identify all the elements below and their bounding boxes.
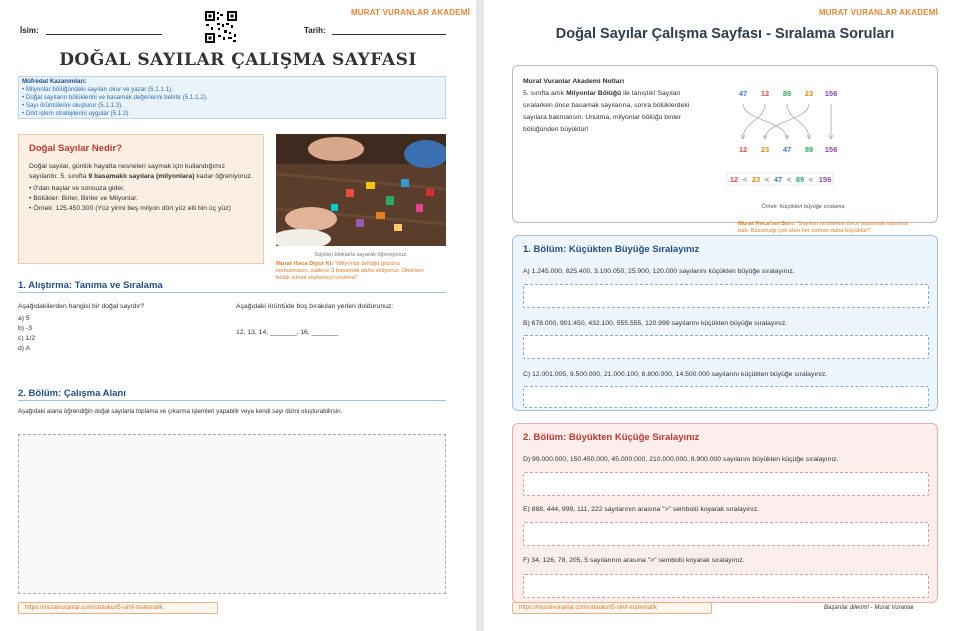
answer-field-e[interactable] bbox=[523, 522, 929, 546]
option-b[interactable]: b) -3 bbox=[18, 325, 32, 332]
worksheet-page-left bbox=[0, 0, 476, 631]
question-b: B) 678.000, 901.450, 432.100, 555.555, 120.999 sayılarını küçükten büyüğe sıralayınız. bbox=[523, 320, 788, 327]
notes-card bbox=[512, 65, 938, 223]
tip-title: Murat Hoca Diyor Ki: bbox=[276, 261, 334, 267]
option-c[interactable]: c) 1/2 bbox=[18, 335, 35, 342]
question-c: C) 12.001.005, 9.500.000, 21.000.100, 8.800.000, 14.500.000 sayılarını küçükten büyüğe sıralayınız. bbox=[523, 371, 828, 378]
diagram-bottom-number: 89 bbox=[804, 145, 814, 154]
secret-text: "Sayıları sıralarken önce basamak sayısına bak. Basamağı çok olan her zaman daha büyüktür!" bbox=[738, 221, 908, 234]
diagram-less-than-symbol: < bbox=[808, 175, 814, 184]
curriculum-item: • Milyonlar bölüğündeki sayıları okur ve yazar (5.1.1.1). bbox=[22, 86, 173, 93]
info-bullet: • Örnek: 125.450.300 (Yüz yirmi beş milyon dört yüz elli bin üç yüz) bbox=[29, 205, 231, 212]
diagram-bottom-number: 12 bbox=[738, 145, 748, 154]
part2-card bbox=[512, 423, 938, 603]
curriculum-item: • Sayı örüntülerini oluşturur (5.1.1.3). bbox=[22, 102, 123, 109]
worksheet-page-right bbox=[484, 0, 966, 631]
option-a[interactable]: a) 5 bbox=[18, 315, 30, 322]
blocks-photo bbox=[276, 134, 446, 246]
diagram-top-number: 89 bbox=[782, 89, 792, 98]
date-field[interactable] bbox=[332, 34, 446, 35]
secret-note bbox=[738, 221, 910, 235]
answer-field-a[interactable] bbox=[523, 284, 929, 308]
diagram-top-number: 23 bbox=[804, 89, 814, 98]
answer-field-d[interactable] bbox=[523, 472, 929, 496]
website-link[interactable]: https://muratvuranlar.com/ortaokul/5-sinif-matematik bbox=[18, 602, 218, 614]
question-a: A) 1.245.000, 825.400, 3.100.050, 25.900, 120.000 sayılarını küçükten büyüğe sıralayınız. bbox=[523, 268, 795, 275]
brand-label: MURAT VURANLAR AKADEMİ bbox=[350, 8, 470, 17]
part1-card bbox=[512, 235, 938, 411]
signoff-text: Başarılar dilerim! - Murat Vuranlar bbox=[824, 605, 914, 611]
curriculum-box bbox=[18, 76, 446, 119]
diagram-ordered-number: 23 bbox=[751, 175, 761, 184]
diagram-less-than-symbol: < bbox=[764, 175, 770, 184]
diagram-bottom-number: 47 bbox=[782, 145, 792, 154]
question-d: D) 99.000.000, 150.450.000, 45.000.000, 210.000.000, 8.900.000 sayılarını büyükten küçüğe sıralayınız. bbox=[523, 456, 839, 463]
curriculum-title: Müfredat Kazanımları: bbox=[22, 78, 87, 85]
sorting-diagram bbox=[713, 80, 933, 192]
option-d[interactable]: d) A bbox=[18, 345, 31, 352]
website-link[interactable]: https://muratvuranlar.com/ortaokul/5-sinif-matematik bbox=[512, 602, 712, 614]
exercise1-title: 1. Alıştırma: Tanıma ve Sıralama bbox=[18, 280, 163, 291]
exercise1-question: Aşağıdakilerden hangisi bir doğal sayıdır? bbox=[18, 303, 145, 310]
diagram-bottom-number: 156 bbox=[824, 145, 838, 154]
diagram-arrow bbox=[765, 104, 809, 138]
brand-label: MURAT VURANLAR AKADEMİ bbox=[818, 8, 938, 17]
name-field[interactable] bbox=[46, 34, 162, 35]
notes-title: Murat Vuranlar Akademi Notları bbox=[523, 78, 625, 85]
curriculum-item: • Dört işlem stratejilerini uygular (5.1.2). bbox=[22, 110, 131, 117]
name-label: İsim: bbox=[20, 26, 39, 35]
notes-text: Murat Vuranlar Akademi Notları 5. sınıfta artık Milyonlar Bölüğü ile tanıştık! Sayıları sıralarken önce basamak sayılarına, sonra bölüklerdeki sayılara bakmalısın. Unutma, milyonlar bölüğü binler bölüğünden büyüktür! bbox=[523, 76, 703, 136]
part2-title: 2. Bölüm: Büyükten Küçüğe Sıralayınız bbox=[523, 432, 700, 443]
diagram-arrow bbox=[743, 104, 787, 138]
tip-note bbox=[276, 261, 426, 282]
diagram-bottom-number: 23 bbox=[760, 145, 770, 154]
answer-field-f[interactable] bbox=[523, 574, 929, 598]
diagram-less-than-symbol: < bbox=[742, 175, 748, 184]
info-paragraph: Doğal sayılar, günlük hayatta nesneleri saymak için kullandığımız sayılardır. 5. sınıfta 9 basamaklı sayılara (milyonlara) kadar öğreniyoruz. bbox=[29, 163, 253, 180]
info-bullet: • Bölükler: Birler, Binler ve Milyonlar. bbox=[29, 195, 138, 202]
page-title: DOĞAL SAYILAR ÇALIŞMA SAYFASI bbox=[59, 50, 417, 70]
diagram-top-number: 156 bbox=[824, 89, 838, 98]
work-area[interactable] bbox=[18, 434, 446, 594]
secret-title: Murat Hoca'nın Sırrı: bbox=[738, 221, 795, 227]
tip-text: "Milyonlar bölüğü gözünü korkutmasın, sadece 3 basamak daha ekliyoruz. Okurken bölük ismini söylemeyi unutma!" bbox=[276, 261, 424, 281]
page-title: Doğal Sayılar Çalışma Sayfası - Sıralama Soruları bbox=[555, 26, 895, 42]
question-e: E) 888, 444, 999, 111, 222 sayılarının arasına ">" sembolü koyarak sıralayınız. bbox=[523, 506, 759, 513]
qr-code bbox=[204, 10, 238, 44]
answer-field-c[interactable] bbox=[523, 386, 929, 408]
answer-field-b[interactable] bbox=[523, 335, 929, 359]
pattern-question: Aşağıdaki örüntüde boş bırakılan yerleri doldurunuz: bbox=[236, 303, 394, 310]
section-divider bbox=[18, 292, 446, 293]
diagram-top-number: 47 bbox=[738, 89, 748, 98]
info-title: Doğal Sayılar Nedir? bbox=[29, 143, 122, 154]
curriculum-item: • Doğal sayıların bölüklerini ve basamak değerlerini belirtir (5.1.1.2). bbox=[22, 94, 208, 101]
diagram-less-than-symbol: < bbox=[786, 175, 792, 184]
pattern-sequence: 12, 13, 14, _______, 16, _______ bbox=[236, 329, 339, 336]
diagram-ordered-number: 89 bbox=[795, 175, 805, 184]
info-bullet: • 0'dan başlar ve sonsuza gider. bbox=[29, 185, 125, 192]
question-f: F) 34, 126, 78, 205, 5 sayılarının arasına ">" sembolü koyarak sıralayınız. bbox=[523, 557, 745, 564]
diagram-ordered-number: 156 bbox=[818, 175, 832, 184]
section-divider bbox=[18, 400, 446, 401]
diagram-caption: Örnek: Küçükten büyüğe sıralama bbox=[761, 204, 845, 210]
diagram-ordered-number: 12 bbox=[729, 175, 739, 184]
diagram-ordered-number: 47 bbox=[773, 175, 783, 184]
section2-description: Aşağıdaki alana öğrendiğin doğal sayılarla toplama ve çıkarma işlemleri yapabilir veya kendi sayı dizini oluşturabilirsin. bbox=[18, 408, 343, 415]
part1-title: 1. Bölüm: Küçükten Büyüğe Sıralayınız bbox=[523, 244, 700, 255]
photo-caption: Sayıları bloklarla sayarak öğreniyoruz. bbox=[314, 252, 408, 258]
info-box bbox=[18, 134, 264, 264]
section2-title: 2. Bölüm: Çalışma Alanı bbox=[18, 388, 126, 399]
diagram-arrow bbox=[787, 104, 809, 138]
date-label: Tarih: bbox=[304, 26, 326, 35]
diagram-arrow bbox=[743, 104, 765, 138]
diagram-top-number: 12 bbox=[760, 89, 770, 98]
